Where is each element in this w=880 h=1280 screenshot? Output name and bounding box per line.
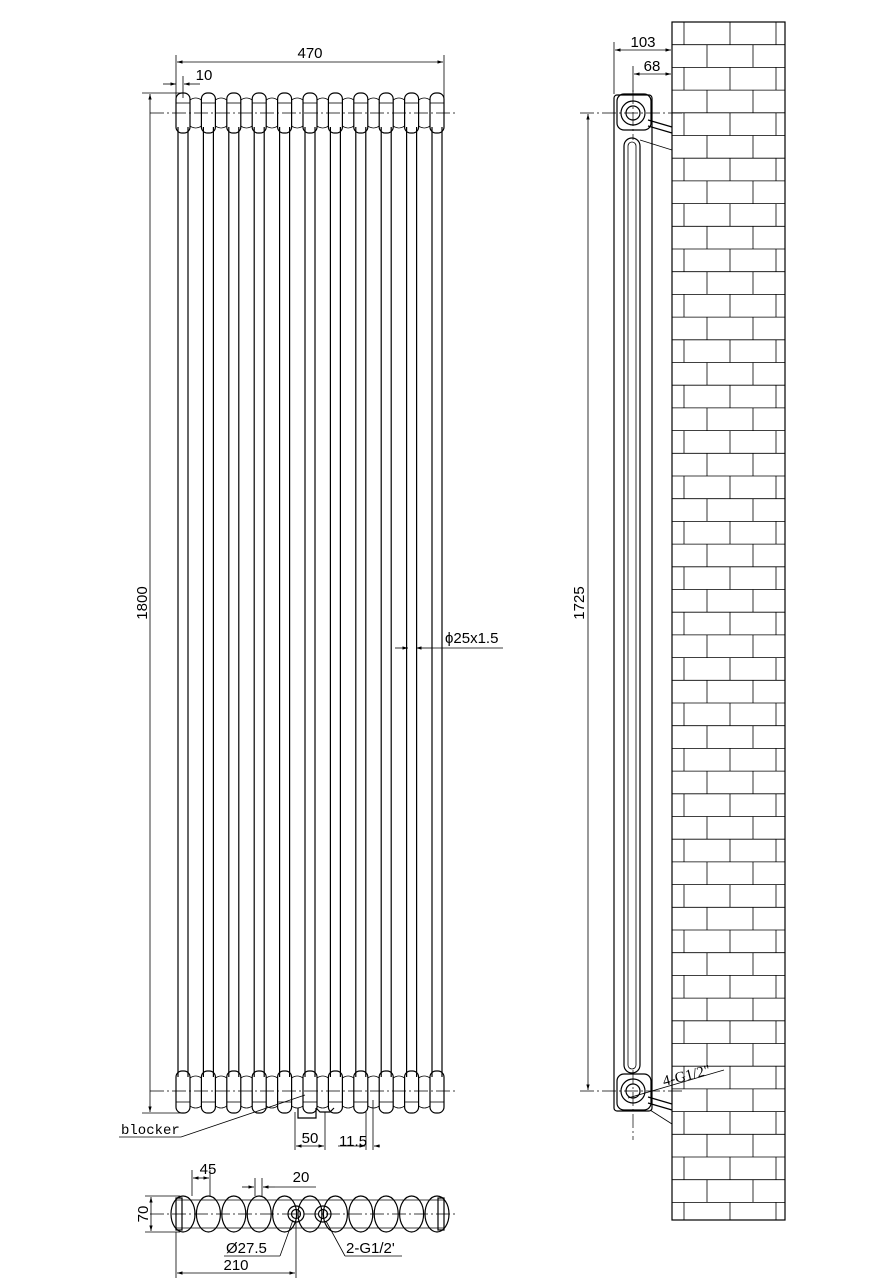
radiator-column	[405, 93, 430, 1113]
gap-label: 11.5	[338, 1133, 368, 1150]
radiator-column	[430, 93, 444, 1113]
spacing-dimension-plan	[242, 1169, 316, 1196]
radiator-column	[176, 93, 201, 1113]
plan-view	[135, 1161, 455, 1278]
radiator-column	[252, 93, 277, 1113]
pitch-dimension	[192, 1161, 216, 1196]
height-label: 1800	[134, 586, 151, 620]
thread-label: 4-G1/2"	[661, 1062, 713, 1090]
thread-callout	[628, 1063, 724, 1098]
spacing-label: 50	[301, 1130, 319, 1147]
bore-callout	[224, 1220, 293, 1257]
radiator-column	[227, 93, 252, 1113]
width-dimension	[176, 45, 444, 98]
front-view	[119, 45, 503, 1150]
centers-label: 1725	[571, 586, 588, 620]
offset-label-plan: 210	[223, 1257, 249, 1274]
width-label: 470	[297, 45, 323, 62]
tube-label: ϕ25x1.5	[445, 630, 499, 647]
radiator-column	[354, 93, 379, 1113]
inner-depth-label: 68	[643, 58, 661, 75]
side-view	[571, 22, 785, 1220]
tube-dimension	[395, 630, 503, 648]
centers-dimension	[571, 114, 588, 1090]
radiator-column	[201, 93, 226, 1113]
depth-label: 103	[630, 34, 656, 51]
radiator-columns	[176, 93, 444, 1113]
height-dimension	[134, 93, 185, 1113]
inlet-stub	[316, 1108, 334, 1112]
radiator-column	[379, 93, 404, 1113]
pitch-label: 45	[199, 1161, 217, 1178]
radiator-column	[278, 93, 303, 1113]
depth-label-plan: 70	[135, 1205, 152, 1223]
radiator-column	[303, 93, 328, 1113]
depth-dimension	[614, 34, 671, 94]
connection-label: 2-G1/2'	[346, 1240, 395, 1257]
bore-label: Ø27.5	[226, 1240, 267, 1257]
connection-callout	[326, 1221, 402, 1257]
radiator-profile	[614, 94, 672, 1124]
radiator-column	[328, 93, 353, 1113]
inner-depth-dimension	[633, 58, 671, 92]
spacing-label-plan: 20	[292, 1169, 310, 1186]
blocker-label: blocker	[121, 1123, 180, 1139]
offset-label: 10	[195, 67, 213, 84]
brick-wall-hatch	[672, 22, 785, 1220]
